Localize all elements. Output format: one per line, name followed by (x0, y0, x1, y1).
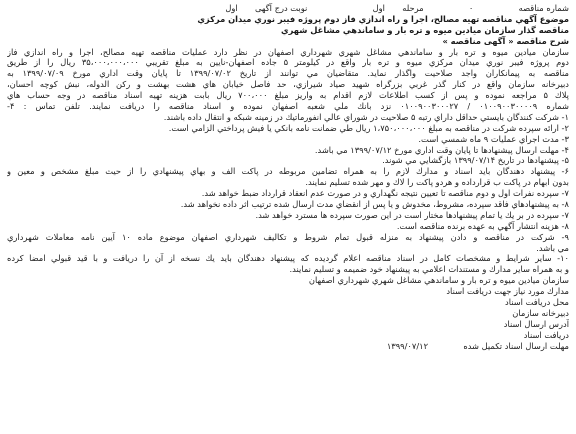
condition-item: بدون ابهام در پاكت ب قرارداده و هردو پاكت را لاك و مهر شده تسليم نمايند. (305, 177, 569, 188)
tender-number-label: شماره مناقصه (518, 3, 569, 13)
body-line: دوم پروژه فيبر نوري ميدان مركزي ميوه و تره بار واقع در كيلومتر ۵ جاده اصفهان-نايين به مبلغ تقريبي ۳۵،۰۰۰،۰۰۰،۰۰۰ ريال را از طريق (7, 57, 569, 68)
condition-item: ۷- سپرده نفرات اول و دوم مناقصه تا تعيين نتيجه نگهداري و در صورت عدم انعقاد قرارداد ضبط خواهد شد. (201, 188, 569, 199)
receive-docs-label: دريافت اسناد (523, 329, 569, 340)
required-docs-label: مدارك مورد نياز جهت دريافت اسناد (446, 286, 569, 297)
deadline-row (7, 341, 569, 352)
body-line: مناقصه به پيمانكاران واجد صلاحيت واگذار نمايد. متقاضيان مي توانند از تاريخ ۱۳۹۹/۰۷/۰۲ تا پايان وقت اداري مورخ ۱۳۹۹/۰۷/۰۹ به (7, 68, 569, 79)
send-address-label: آدرس ارسال اسناد (503, 318, 569, 329)
subject-line: موضوع آگهي مناقصه تهيه مصالح، اجرا و راه اندازي فاز دوم پروژه فيبر نوري ميدان مركزي (197, 13, 569, 24)
condition-item: ۳- مدت اجراي عمليات ۹ ماه شمسي است. (418, 133, 569, 144)
condition-item: ۸- هزينه انتشار آگهي به عهده برنده مناقصه است. (396, 220, 569, 231)
condition-item: ۹- شركت در مناقصه و دادن پيشنهاد به منزله قبول تمام شروط و تكاليف شهرداري اصفهان موضوع ماده ۱۰ آيين نامه معاملات شهرداري (7, 231, 569, 242)
deadline-label: مهلت ارسال اسناد تكميل شده (463, 340, 569, 351)
organizer-line: مناقصه گذار سازمان ميادين ميوه و تره بار و ساماندهي مشاغل شهري (280, 24, 569, 35)
tender-number-value: ۰ (468, 3, 474, 13)
stage-value: اول (372, 3, 385, 13)
deadline-date: ۱۳۹۹/۰۷/۱۲ (386, 340, 429, 351)
condition-item: ۲- ارائه سپرده شركت در مناقصه به مبلغ ۱،۷۵۰،۰۰۰،۰۰۰ ريال طي ضمانت نامه بانكي يا فيش پرداختي الزامي است. (168, 122, 569, 133)
condition-item: ۱- شركت كنندگان بايستي حداقل داراي رتبه ۵ صلاحيت در شوراي عالي انفورماتيك در زمينه شبكه و انتقال داده باشند. (163, 111, 569, 122)
header-row (7, 3, 569, 14)
ad-type-value: اول (225, 3, 238, 13)
signature-line: سازمان ميادين ميوه و تره بار و ساماندهي مشاغل شهري شهرداري اصفهان (308, 275, 569, 286)
docs-place-label: محل دريافت اسناد (505, 297, 569, 308)
body-line: سازمان ميادين ميوه و تره بار و ساماندهي مشاغل شهري شهرداري اصفهان در نظر دارد عمليات مناقصه تهيه مصالح، اجرا و راه اندازي فاز (7, 46, 569, 57)
docs-place-value: دبيرخانه سازمان (512, 307, 569, 318)
condition-item: ۸- به پيشنهادهاي فاقد سپرده، مشروط، مخدوش و يا پس از انقضاي مدت ارسال شده ترتيب اثر داده نخواهد شد. (180, 199, 569, 210)
condition-item: ۱۰- ساير شرايط و مشخصات كامل در اسناد مناقصه اعلام گرديده كه پيشنهاد دهندگان بايد يك نسخه از آن را دريافت و با قيد قبولي امضا كرده (7, 253, 569, 264)
body-line: دبيرخانه سازمان واقع در كنار گذر غربي بزرگراه شهيد صياد شيرازي، حد فاصل خيابان هاي هشت بهشت و ركن الدوله، نبش كوچه احسان، (7, 79, 569, 90)
body-line: شماره ۰۱۰۰۹۰۰۳۰۰۰۰۹ / ۰۱۰۰۹۰۰۳۰۰۰۲۷ نزد بانك ملي شعبه اصفهان نموده و اسناد مناقصه را دريافت نمايند. تلفن تماس : ۴- (7, 101, 569, 112)
condition-item: ۷- سپرده در بر يك يا تمام پيشنهادها مختار است در اين صورت سپرده ها مسترد خواهد شد. (255, 209, 569, 220)
condition-item: و به همراه ساير مدارك و مستندات اعلامي به پيشنهاد خود ضميمه و تسليم نمايند. (289, 264, 569, 275)
condition-item: ۴- مهلت ارسال پيشنهادها تا پايان وقت اداري مورخ ۱۳۹۹/۰۷/۱۲ مي باشد. (314, 144, 569, 155)
body-line: پلاك ۵ مراجعه نموده و پس از كسب اطلاعات لازم اقدام به واريز مبلغ ۷۰۰،۰۰۰ ريال بابت هزينه تهيه اسناد مناقصه در وجه حساب هاي (7, 90, 569, 101)
ad-type-label: نوبت درج آگهی (254, 3, 308, 13)
condition-item: ۵- پيشنهادها در تاريخ ۱۳۹۹/۰۷/۱۴ بازگشايي مي شوند. (382, 155, 569, 166)
stage-label: مرحله (402, 3, 424, 13)
description-label: شرح مناقصه « آگهی مناقصه » (442, 35, 569, 46)
condition-item: مي باشد. (536, 242, 569, 253)
condition-item: ۶- پيشنهاد دهندگان بايد اسناد و مدارك لازم را به همراه تضامين مربوطه در پاكت الف و بهاي پيشنهادي را از حيث مبلغ مشخص و معين و (7, 166, 569, 177)
